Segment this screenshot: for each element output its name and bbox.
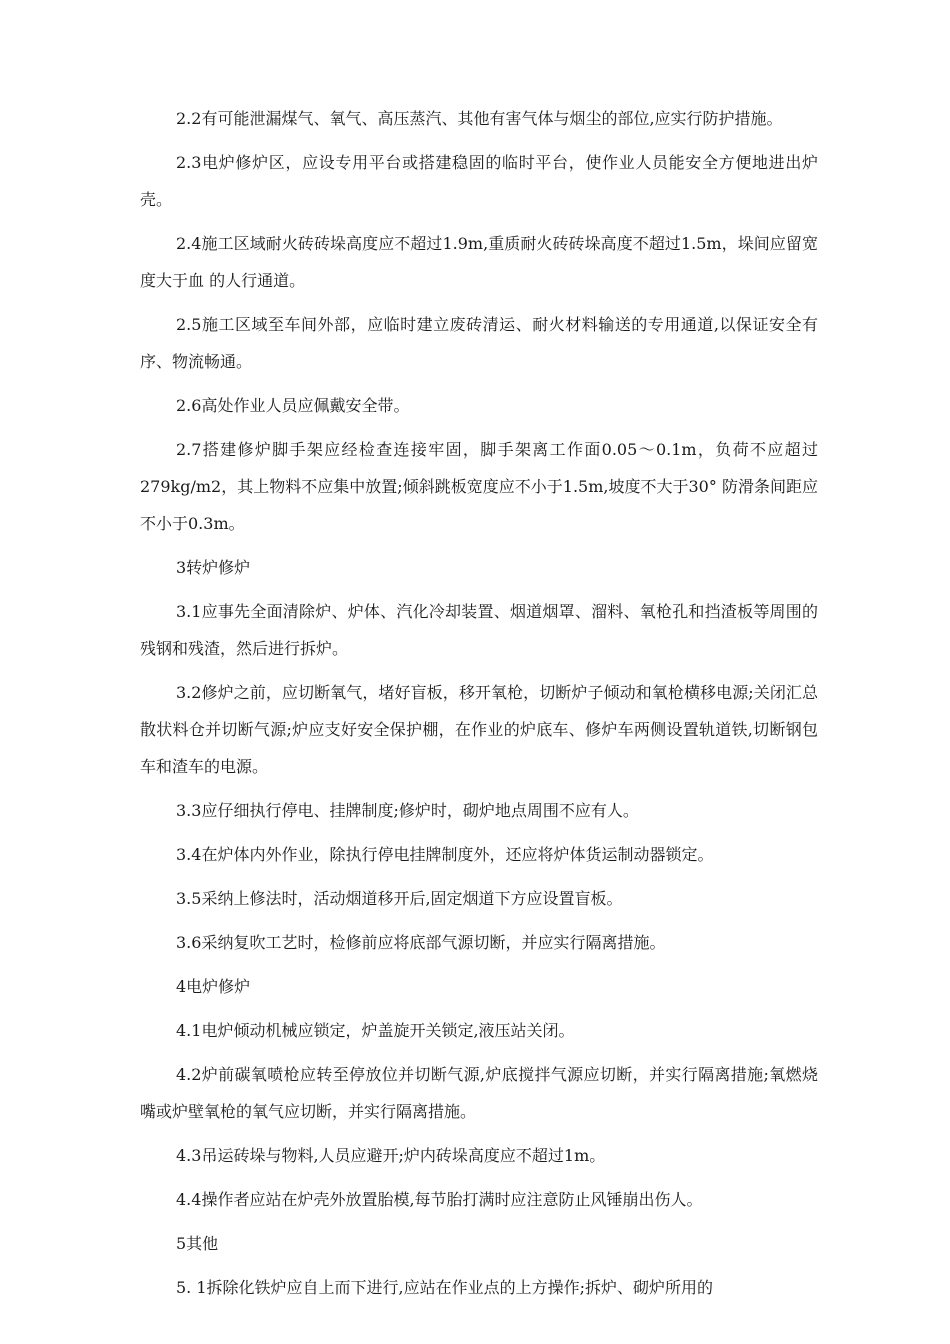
paragraph-2-2: 2.2有可能泄漏煤气、氧气、高压蒸汽、其他有害气体与烟尘的部位,应实行防护措施。 <box>176 109 783 128</box>
section-heading-5: 5其他 <box>176 1234 219 1253</box>
paragraph-2-7: 2.7搭建修炉脚手架应经检查连接牢固，脚手架离工作面0.05〜0.1m，负荷不应超过279kg/m2，其上物料不应集中放置;倾斜跳板宽度应不小于1.5m,坡度不大于30° 防滑条间距应不小于0.3m。 <box>140 440 818 533</box>
paragraph-2-5: 2.5施工区域至车间外部，应临时建立废砖清运、耐火材料输送的专用通道,以保证安全有序、物流畅通。 <box>140 315 818 371</box>
paragraph-2-3: 2.3电炉修炉区，应设专用平台或搭建稳固的临时平台，使作业人员能安全方便地进出炉壳。 <box>140 153 818 209</box>
paragraph-4-4: 4.4操作者应站在炉壳外放置胎模,每节胎打满时应注意防止风锤崩出伤人。 <box>176 1190 703 1209</box>
paragraph-3-3: 3.3应仔细执行停电、挂牌制度;修炉时，砌炉地点周围不应有人。 <box>176 801 639 820</box>
paragraph-4-2: 4.2炉前碳氧喷枪应转至停放位并切断气源,炉底搅拌气源应切断，并实行隔离措施;氧燃烧嘴或炉壁氧枪的氧气应切断，并实行隔离措施。 <box>140 1065 818 1121</box>
paragraph-2-6: 2.6高处作业人员应佩戴安全带。 <box>176 396 410 415</box>
paragraph-5-1: 5. 1拆除化铁炉应自上而下进行,应站在作业点的上方操作;拆炉、砌炉所用的 <box>176 1278 714 1297</box>
paragraph-3-4: 3.4在炉体内外作业，除执行停电挂牌制度外，还应将炉体货运制动器锁定。 <box>176 845 714 864</box>
paragraph-3-5: 3.5采纳上修法时，活动烟道移开后,固定烟道下方应设置盲板。 <box>176 889 623 908</box>
section-heading-3: 3转炉修炉 <box>176 558 251 577</box>
paragraph-4-3: 4.3吊运砖垛与物料,人员应避开;炉内砖垛高度应不超过1m。 <box>176 1146 606 1165</box>
document-page <box>140 100 818 1313</box>
paragraph-3-1: 3.1应事先全面清除炉、炉体、汽化冷却装置、烟道烟罩、溜料、氧枪孔和挡渣板等周围的残钢和残渣，然后进行拆炉。 <box>140 602 818 658</box>
section-heading-4: 4电炉修炉 <box>176 977 251 996</box>
paragraph-4-1: 4.1电炉倾动机械应锁定，炉盖旋开关锁定,液压站关闭。 <box>176 1021 575 1040</box>
paragraph-2-4: 2.4施工区域耐火砖砖垛高度应不超过1.9m,重质耐火砖砖垛高度不超过1.5m，垛间应留宽度大于血 的人行通道。 <box>140 234 818 290</box>
paragraph-3-6: 3.6采纳复吹工艺时，检修前应将底部气源切断，并应实行隔离措施。 <box>176 933 666 952</box>
paragraph-3-2: 3.2修炉之前，应切断氧气，堵好盲板，移开氧枪，切断炉子倾动和氧枪横移电源;关闭汇总散状料仓并切断气源;炉应支好安全保护棚，在作业的炉底车、修炉车两侧设置轨道铁,切断钢包车和渣车的电源。 <box>140 683 818 776</box>
